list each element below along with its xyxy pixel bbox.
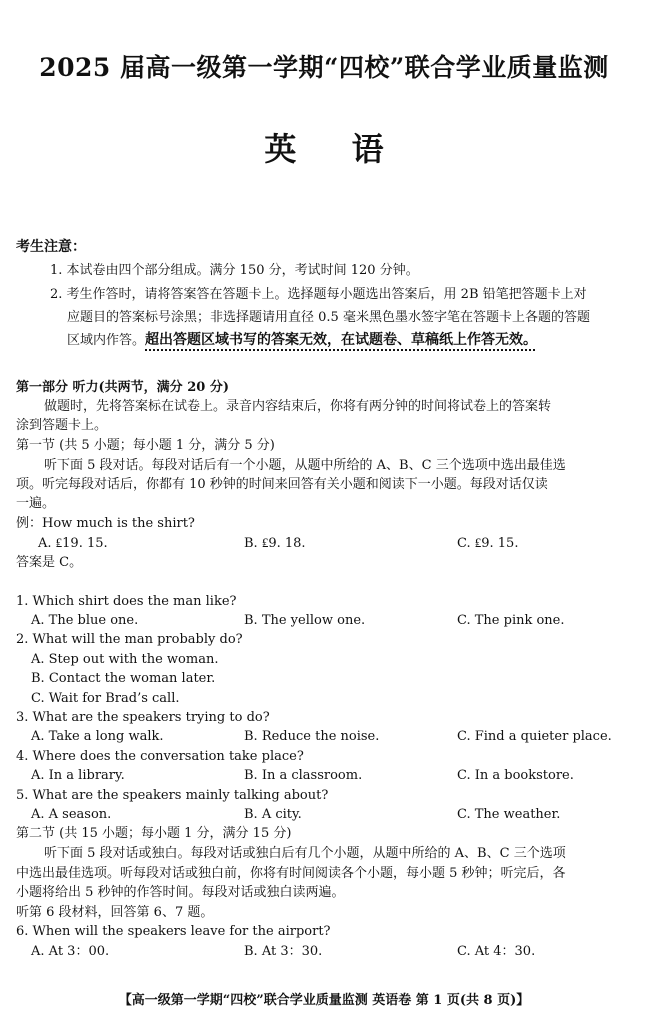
part1-intro-2: 涂到答题卡上。 xyxy=(16,418,108,433)
q6-option-c: C. At 4：30. xyxy=(457,944,536,959)
subject-title: 英 语 xyxy=(264,130,406,168)
q2-option-c: C. Wait for Brad’s call. xyxy=(31,691,180,706)
notice-item-2-cont: 应题目的答案标号涂黑；非选择题请用直径 0.5 毫米黑色墨水签字笔在答题卡上各题的答题 xyxy=(67,310,590,325)
q3-stem: 3. What are the speakers trying to do? xyxy=(16,710,270,725)
q1-stem: 1. Which shirt does the man like? xyxy=(16,594,237,609)
q4-stem: 4. Where does the conversation take place? xyxy=(16,749,304,764)
notice-item-2-tail: 区域内作答。 xyxy=(67,333,146,348)
section2-material: 听第 6 段材料，回答第 6、7 题。 xyxy=(16,905,214,920)
section1-heading: 第一节 (共 5 小题；每小题 1 分，满分 5 分) xyxy=(16,438,275,453)
section2-instr-2: 中选出最佳选项。听每段对话或独白前，你将有时间阅读各个小题，每小题 5 秒钟；听完后，各 xyxy=(16,866,566,881)
example-option-b: B. ₤9. 18. xyxy=(244,536,306,551)
q5-stem: 5. What are the speakers mainly talking about? xyxy=(16,788,329,803)
notice-item-2-cont2 xyxy=(67,331,537,350)
page-footer: 【高一级第一学期“四校”联合学业质量监测 英语卷 第 1 页(共 8 页)】 xyxy=(118,993,530,1008)
example-option-c: C. ₤9. 15. xyxy=(457,536,519,551)
q3-option-b: B. Reduce the noise. xyxy=(244,729,380,744)
q3-option-a: A. Take a long walk. xyxy=(31,729,164,744)
q2-option-b: B. Contact the woman later. xyxy=(31,671,216,686)
notice-heading: 考生注意： xyxy=(16,239,86,255)
q3-option-c: C. Find a quieter place. xyxy=(457,729,612,744)
q6-option-b: B. At 3：30. xyxy=(244,944,323,959)
part1-heading: 第一部分 听力(共两节，满分 20 分) xyxy=(16,380,229,395)
q5-option-b: B. A city. xyxy=(244,807,302,822)
example-option-a: A. ₤19. 15. xyxy=(38,536,108,551)
q6-stem: 6. When will the speakers leave for the airport? xyxy=(16,924,331,939)
q2-stem: 2. What will the man probably do? xyxy=(16,632,243,647)
section2-heading: 第二节 (共 15 小题；每小题 1 分，满分 15 分) xyxy=(16,826,292,841)
section2-instr-3: 小题将给出 5 秒钟的作答时间。每段对话或独白读两遍。 xyxy=(16,885,345,900)
notice-item-2: 2. 考生作答时，请将答案答在答题卡上。选择题每小题选出答案后，用 2B 铅笔把答题卡上对 xyxy=(50,287,587,302)
section1-instr-1: 听下面 5 段对话。每段对话后有一个小题，从题中所给的 A、B、C 三个选项中选出最佳选 xyxy=(44,458,566,473)
notice-item-1: 1. 本试卷由四个部分组成。满分 150 分，考试时间 120 分钟。 xyxy=(50,263,419,278)
q5-option-c: C. The weather. xyxy=(457,807,561,822)
section1-instr-2: 项。听完每段对话后，你都有 10 秒钟的时间来回答有关小题和阅读下一小题。每段对话仅读 xyxy=(16,477,548,492)
q1-option-b: B. The yellow one. xyxy=(244,613,366,628)
q4-option-a: A. In a library. xyxy=(31,768,125,783)
q4-option-c: C. In a bookstore. xyxy=(457,768,574,783)
example-question: 例：How much is the shirt? xyxy=(16,516,195,531)
notice-emphasis: 超出答题区域书写的答案无效，在试题卷、草稿纸上作答无效。 xyxy=(145,332,538,348)
q2-option-a: A. Step out with the woman. xyxy=(31,652,219,667)
q1-option-a: A. The blue one. xyxy=(31,613,139,628)
exam-title: 2025 届高一级第一学期“四校”联合学业质量监测 xyxy=(39,53,609,82)
part1-intro-1: 做题时，先将答案标在试卷上。录音内容结束后，你将有两分钟的时间将试卷上的答案转 xyxy=(44,399,552,414)
q6-option-a: A. At 3：00. xyxy=(31,944,110,959)
q4-option-b: B. In a classroom. xyxy=(244,768,363,783)
q1-option-c: C. The pink one. xyxy=(457,613,565,628)
q5-option-a: A. A season. xyxy=(31,807,112,822)
section1-instr-3: 一遍。 xyxy=(16,496,56,511)
section2-instr-1: 听下面 5 段对话或独白。每段对话或独白后有几个小题，从题中所给的 A、B、C 三个选项 xyxy=(44,846,566,861)
example-answer: 答案是 C。 xyxy=(16,555,83,570)
